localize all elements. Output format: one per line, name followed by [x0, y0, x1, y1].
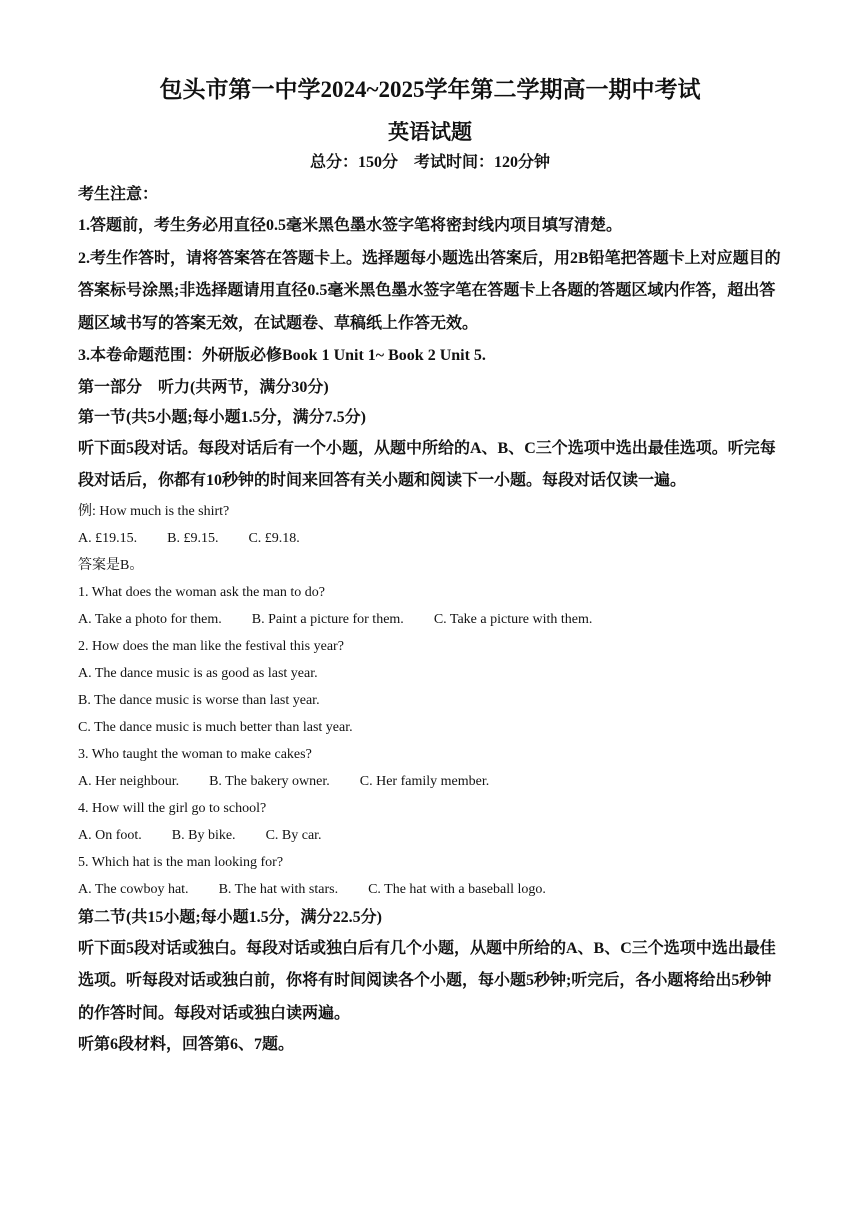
question-options — [78, 822, 782, 849]
option-b: B. The dance music is worse than last year. — [78, 692, 320, 708]
option-b: B. The bakery owner. — [209, 773, 330, 789]
example-answer: 答案是B。 — [78, 557, 144, 573]
exam-meta: 总分：150分 考试时间：120分钟 — [309, 154, 550, 171]
option-c: C. The hat with a baseball logo. — [368, 881, 546, 897]
notice-item-3: 3.本卷命题范围：外研版必修Book 1 Unit 1~ Book 2 Unit 5. — [78, 347, 486, 364]
question-3 — [78, 741, 782, 795]
section2-instructions: 听下面5段对话或独白。每段对话或独白后有几个小题，从题中所给的A、B、C三个选项中选出最佳选项。听每段对话或独白前，你将有时间阅读各个小题，每小题5秒钟;听完后，各小题将给出5秒钟的作答时间。每段对话或独白读两遍。 — [78, 939, 776, 1022]
option-b: B. By bike. — [171, 827, 236, 843]
option-b: B. The hat with stars. — [218, 881, 339, 897]
question-text: 2. How does the man like the festival this year? — [78, 638, 344, 654]
option-a: A. Take a photo for them. — [78, 611, 222, 627]
section2-heading: 第二节(共15小题;每小题1.5分，满分22.5分) — [78, 908, 382, 926]
option-c: C. By car. — [265, 827, 322, 843]
example-question: 例: How much is the shirt? — [78, 503, 230, 519]
notice-label: 考生注意： — [78, 186, 159, 203]
question-text: 3. Who taught the woman to make cakes? — [78, 746, 312, 762]
example-options — [78, 525, 782, 552]
option-a: A. The dance music is as good as last year. — [78, 665, 318, 681]
example-block — [78, 498, 782, 579]
question-4 — [78, 795, 782, 849]
question-options — [78, 876, 782, 903]
question-text: 1. What does the woman ask the man to do? — [78, 584, 326, 600]
option-c: C. The dance music is much better than last year. — [78, 719, 353, 735]
exam-title: 包头市第一中学2024~2025学年第二学期高一期中考试 — [159, 77, 701, 102]
option-c: C. Her family member. — [359, 773, 490, 789]
notice-item-1: 1.答题前，考生务必用直径0.5毫米黑色墨水签字笔将密封线内项目填写清楚。 — [78, 217, 623, 234]
question-1 — [78, 579, 782, 633]
option-b: B. Paint a picture for them. — [251, 611, 404, 627]
part1-heading: 第一部分 听力(共两节，满分30分) — [78, 378, 329, 396]
example-option-b: B. £9.15. — [167, 530, 219, 546]
question-text: 5. Which hat is the man looking for? — [78, 854, 284, 870]
option-a: A. Her neighbour. — [78, 773, 180, 789]
example-option-a: A. £19.15. — [78, 530, 138, 546]
question-options — [78, 606, 782, 633]
question-text: 4. How will the girl go to school? — [78, 800, 267, 816]
section1-heading: 第一节(共5小题;每小题1.5分，满分7.5分) — [78, 408, 366, 426]
notice-item-2: 2.考生作答时，请将答案答在答题卡上。选择题每小题选出答案后，用2B铅笔把答题卡上对应题目的答案标号涂黑;非选择题请用直径0.5毫米黑色墨水签字笔在答题卡上各题的答题区域内作答，超出答题区域书写的答案无效，在试题卷、草稿纸上作答无效。 — [78, 249, 781, 332]
option-a: A. The cowboy hat. — [78, 881, 189, 897]
section1-instructions: 听下面5段对话。每段对话后有一个小题，从题中所给的A、B、C三个选项中选出最佳选项。听完每段对话后，你都有10秒钟的时间来回答有关小题和阅读下一小题。每段对话仅读一遍。 — [78, 439, 776, 489]
material-6-prompt: 听第6段材料，回答第6、7题。 — [78, 1036, 295, 1053]
example-option-c: C. £9.18. — [248, 530, 300, 546]
option-c: C. Take a picture with them. — [433, 611, 593, 627]
exam-subtitle: 英语试题 — [388, 120, 472, 144]
option-a: A. On foot. — [78, 827, 142, 843]
question-2 — [78, 633, 782, 741]
question-5 — [78, 849, 782, 903]
question-options — [78, 768, 782, 795]
